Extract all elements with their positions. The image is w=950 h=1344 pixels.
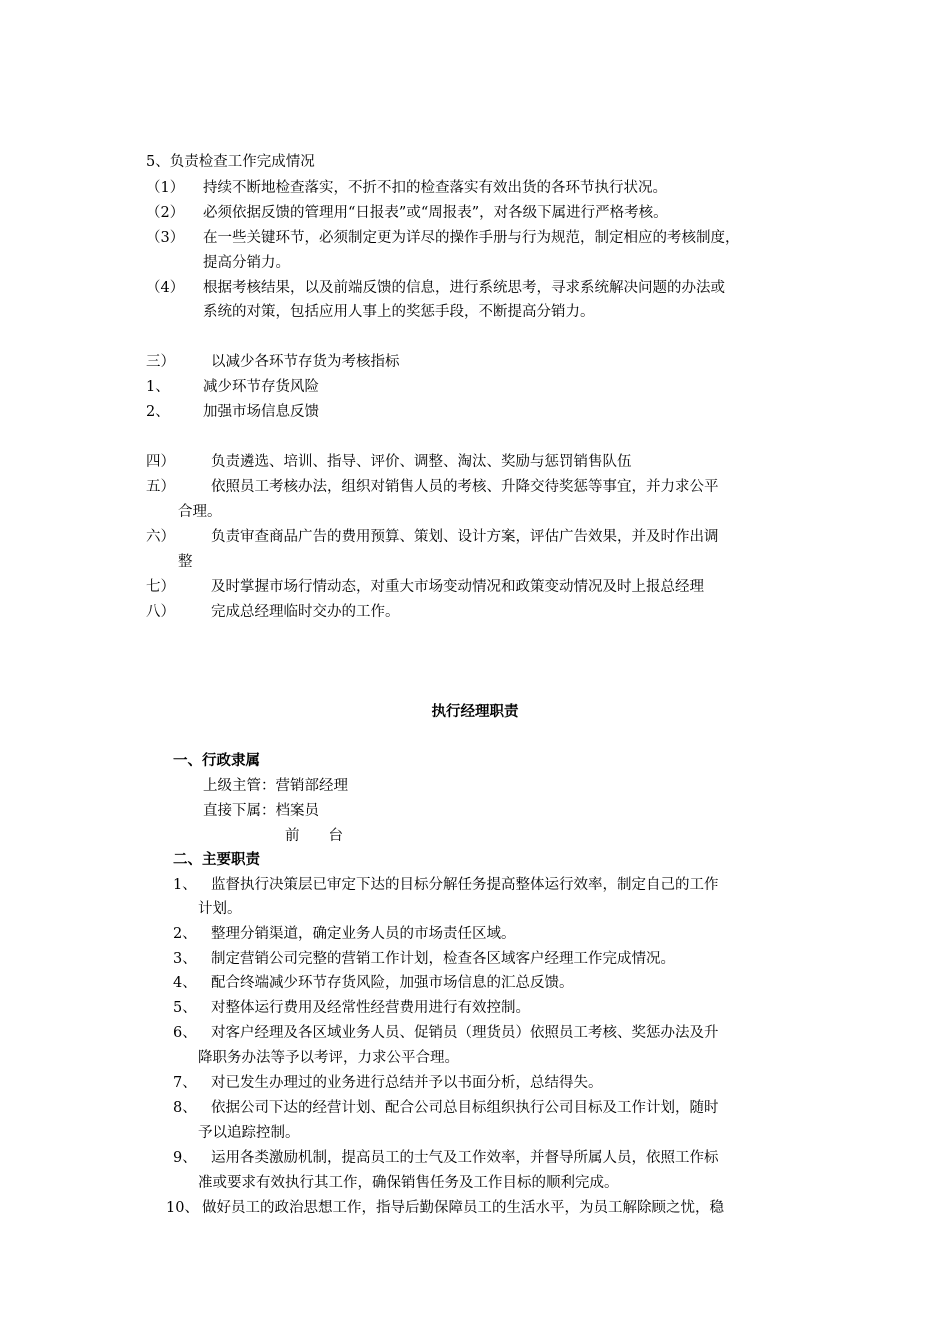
- duty-8-text: 依据公司下达的经营计划、配合公司总目标组织执行公司目标及工作计划，随时: [211, 1100, 719, 1116]
- section-5-heading: 5、负责检查工作完成情况: [146, 154, 315, 170]
- duty-9-num: 9、: [173, 1150, 197, 1166]
- duty-10-text: 做好员工的政治思想工作，指导后勤保障员工的生活水平，为员工解除顾之忧，稳: [202, 1200, 724, 1216]
- doc2-part2-heading: 二、主要职责: [173, 851, 260, 868]
- duty-5-text: 对整体运行费用及经常性经营费用进行有效控制。: [211, 1000, 530, 1016]
- duty-8-text-cont: 予以追踪控制。: [198, 1125, 300, 1141]
- duty-1-text-cont: 计划。: [198, 901, 242, 917]
- section-6-text-cont: 整: [178, 554, 193, 570]
- duty-4-num: 4、: [173, 975, 197, 991]
- doc2-superior: 上级主管：营销部经理: [203, 778, 348, 794]
- duty-6-text-cont: 降职务办法等予以考评，力求公平合理。: [198, 1050, 459, 1066]
- section-5b-text-cont: 合理。: [178, 504, 222, 520]
- duty-4-text: 配合终端减少环节存货风险，加强市场信息的汇总反馈。: [211, 975, 574, 991]
- duty-7-num: 7、: [173, 1075, 197, 1091]
- section-8-text: 完成总经理临时交办的工作。: [211, 604, 400, 620]
- section-3-item-1-num: 1、: [146, 379, 170, 395]
- section-3-text: 以减少各环节存货为考核指标: [211, 354, 400, 370]
- section-4-num: 四）: [146, 454, 175, 470]
- section-5b-num: 五）: [146, 479, 175, 495]
- duty-9-text-cont: 准或要求有效执行其工作，确保销售任务及工作目标的顺利完成。: [198, 1175, 619, 1191]
- section-5-item-3-num: （3）: [146, 230, 185, 246]
- section-7-num: 七）: [146, 579, 175, 595]
- section-4-text: 负责遴选、培训、指导、评价、调整、淘汰、奖励与惩罚销售队伍: [211, 454, 632, 470]
- duty-3-text: 制定营销公司完整的营销工作计划，检查各区域客户经理工作完成情况。: [211, 951, 675, 967]
- section-5-item-1-text: 持续不断地检查落实，不折不扣的检查落实有效出货的各环节执行状况。: [203, 180, 667, 196]
- duty-2-num: 2、: [173, 926, 197, 942]
- section-5-item-2-num: （2）: [146, 205, 185, 221]
- section-3-item-1-text: 减少环节存货风险: [203, 379, 319, 395]
- section-5-item-4-text: 根据考核结果，以及前端反馈的信息，进行系统思考，寻求系统解决问题的办法或: [203, 280, 725, 296]
- section-3-num: 三）: [146, 354, 175, 370]
- section-5b-text: 依照员工考核办法，组织对销售人员的考核、升降交待奖惩等事宜，并力求公平: [211, 479, 719, 495]
- duty-1-num: 1、: [173, 877, 197, 893]
- section-3-item-2-num: 2、: [146, 404, 170, 420]
- duty-5-num: 5、: [173, 1000, 197, 1016]
- section-5-item-3-text: 在一些关键环节，必须制定更为详尽的操作手册与行为规范，制定相应的考核制度，: [203, 230, 740, 246]
- section-8-num: 八）: [146, 604, 175, 620]
- duty-1-text: 监督执行决策层已审定下达的目标分解任务提高整体运行效率，制定自己的工作: [211, 877, 719, 893]
- section-6-text: 负责审查商品广告的费用预算、策划、设计方案，评估广告效果，并及时作出调: [211, 529, 719, 545]
- duty-2-text: 整理分销渠道，确定业务人员的市场责任区域。: [211, 926, 516, 942]
- section-6-num: 六）: [146, 529, 175, 545]
- section-5-item-2-text: 必须依据反馈的管理用“日报表”或“周报表”，对各级下属进行严格考核。: [203, 205, 668, 221]
- section-7-text: 及时掌握市场行情动态，对重大市场变动情况和政策变动情况及时上报总经理: [211, 579, 704, 595]
- duty-8-num: 8、: [173, 1100, 197, 1116]
- section-5-item-3-text-cont: 提高分销力。: [203, 255, 290, 271]
- section-3-item-2-text: 加强市场信息反馈: [203, 404, 319, 420]
- duty-6-text: 对客户经理及各区域业务人员、促销员（理货员）依照员工考核、奖惩办法及升: [211, 1025, 719, 1041]
- duty-10-num: 10、: [166, 1200, 199, 1216]
- duty-3-num: 3、: [173, 951, 197, 967]
- doc2-title: 执行经理职责: [431, 703, 519, 720]
- doc2-subordinate: 直接下属：档案员: [203, 803, 319, 819]
- section-5-item-4-num: （4）: [146, 280, 185, 296]
- doc2-part1-heading: 一、行政隶属: [173, 752, 260, 769]
- duty-9-text: 运用各类激励机制，提高员工的士气及工作效率，并督导所属人员，依照工作标: [211, 1150, 719, 1166]
- section-5-item-4-text-cont: 系统的对策，包括应用人事上的奖惩手段，不断提高分销力。: [203, 304, 595, 320]
- duty-7-text: 对已发生办理过的业务进行总结并予以书面分析，总结得失。: [211, 1075, 603, 1091]
- section-5-item-1-num: （1）: [146, 180, 185, 196]
- doc2-subordinate-2: 前 台: [285, 828, 343, 844]
- duty-6-num: 6、: [173, 1025, 197, 1041]
